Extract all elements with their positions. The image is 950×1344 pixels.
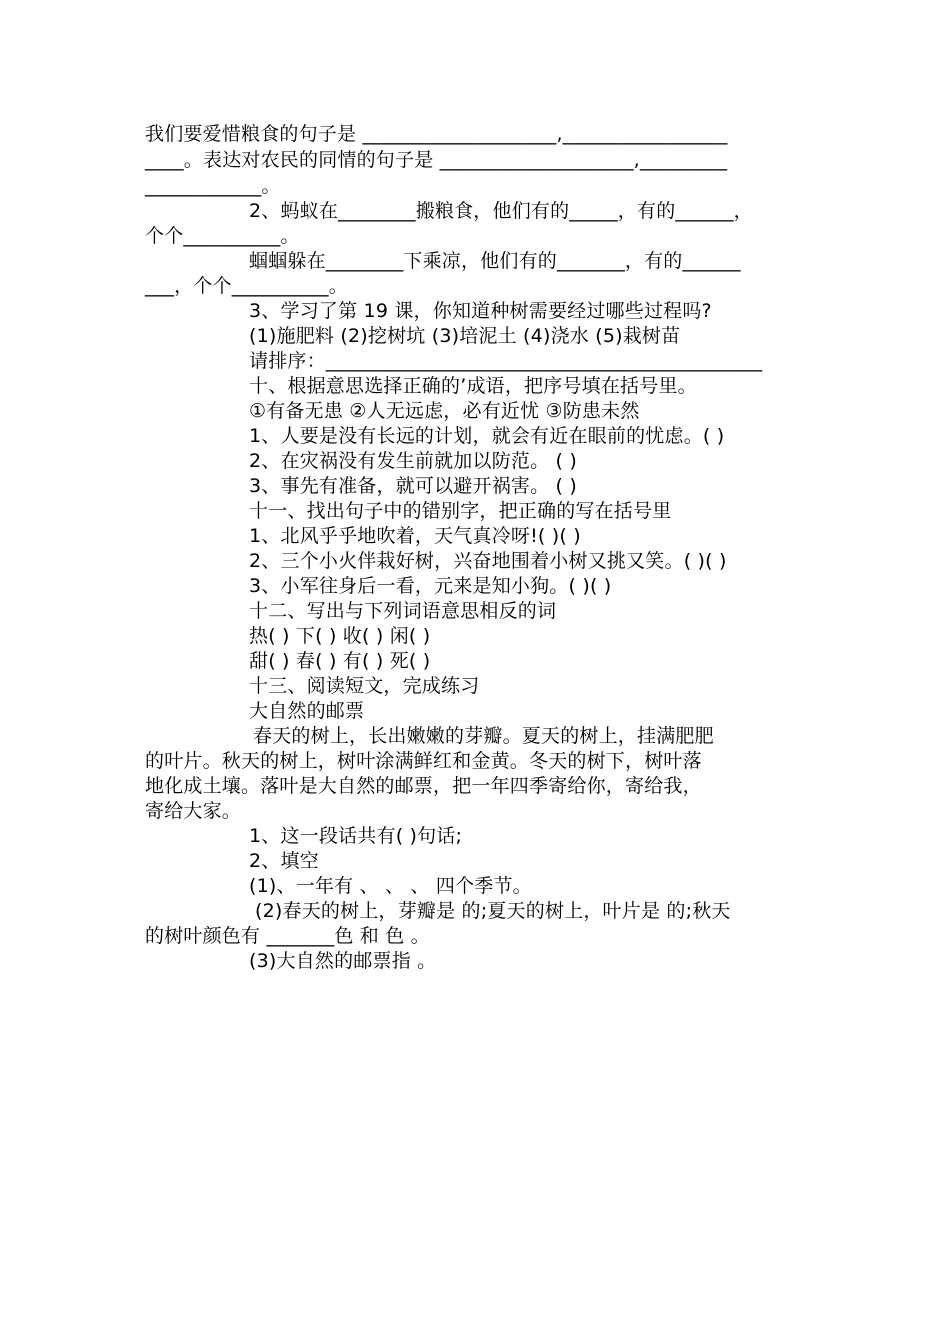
- passage-line: 的叶片。秋天的树上，树叶涂满鲜红和金黄。冬天的树下，树叶落: [145, 750, 702, 772]
- section-heading: 十、根据意思选择正确的’成语，把序号填在括号里。: [249, 375, 697, 397]
- text-line: ____________。: [145, 175, 281, 197]
- passage-title: 大自然的邮票: [249, 700, 365, 722]
- text-line: (1)、一年有 、 、 、 四个季节。: [249, 875, 532, 897]
- text-line: (1)施肥料 (2)挖树坑 (3)培泥土 (4)浇水 (5)栽树苗: [249, 325, 681, 347]
- text-line: 2、填空: [249, 850, 319, 872]
- text-line: 的树叶颜色有 _______色 和 色 。: [145, 925, 430, 947]
- text-line: 2、蚂蚁在________搬粮食，他们有的_____，有的______，: [249, 200, 753, 222]
- section-heading: 十二、写出与下列词语意思相反的词: [249, 600, 557, 622]
- text-line: ____。表达对农民的同情的句子是 ____________________,_________: [145, 149, 728, 171]
- text-line: 热( ) 下( ) 收( ) 闲( ): [249, 625, 431, 647]
- text-line: ___，个个__________。: [145, 275, 348, 297]
- text-line: 2、在灾祸没有发生前就加以防范。 ( ): [249, 450, 577, 472]
- text-line: 3、事先有准备，就可以避开祸害。 ( ): [249, 475, 577, 497]
- text-line: 1、北风乎乎地吹着，天气真冷呀!( )( ): [249, 525, 581, 547]
- text-line: 蝈蝈躲在________下乘凉，他们有的_______，有的______: [249, 250, 741, 272]
- text-line: 2、三个小火伴栽好树，兴奋地围着小树又挑又笑。( )( ): [249, 550, 727, 572]
- text-line: 甜( ) 春( ) 有( ) 死( ): [249, 650, 431, 672]
- text-line: 1、这一段话共有( )句话;: [249, 825, 463, 847]
- text-line: 3、学习了第 19 课，你知道种树需要经过哪些过程吗?: [249, 300, 712, 322]
- text-line: 3、小军往身后一看，元来是知小狗。( )( ): [249, 575, 612, 597]
- section-heading: 十一、找出句子中的错别字，把正确的写在括号里: [249, 500, 672, 522]
- text-line: 我们要爱惜粮食的句子是 ____________________,_________________: [145, 123, 728, 145]
- text-line: 1、人要是没有长远的计划，就会有近在眼前的忧虑。( ): [249, 425, 725, 447]
- text-line: (2)春天的树上，芽瓣是 的;夏天的树上，叶片是 的;秋天: [255, 900, 731, 922]
- text-line: (3)大自然的邮票指 。: [249, 950, 437, 972]
- section-heading: 十三、阅读短文，完成练习: [249, 675, 480, 697]
- text-line: 个个__________。: [145, 225, 300, 247]
- passage-line: 春天的树上，长出嫩嫩的芽瓣。夏天的树上，挂满肥肥: [253, 725, 714, 747]
- text-line: 请排序：_____________________________________________: [249, 350, 763, 372]
- passage-line: 地化成土壤。落叶是大自然的邮票，把一年四季寄给你，寄给我，: [145, 775, 702, 797]
- passage-line: 寄给大家。: [145, 800, 242, 822]
- text-line: ①有备无患 ②人无远虑，必有近忧 ③防患未然: [249, 400, 640, 422]
